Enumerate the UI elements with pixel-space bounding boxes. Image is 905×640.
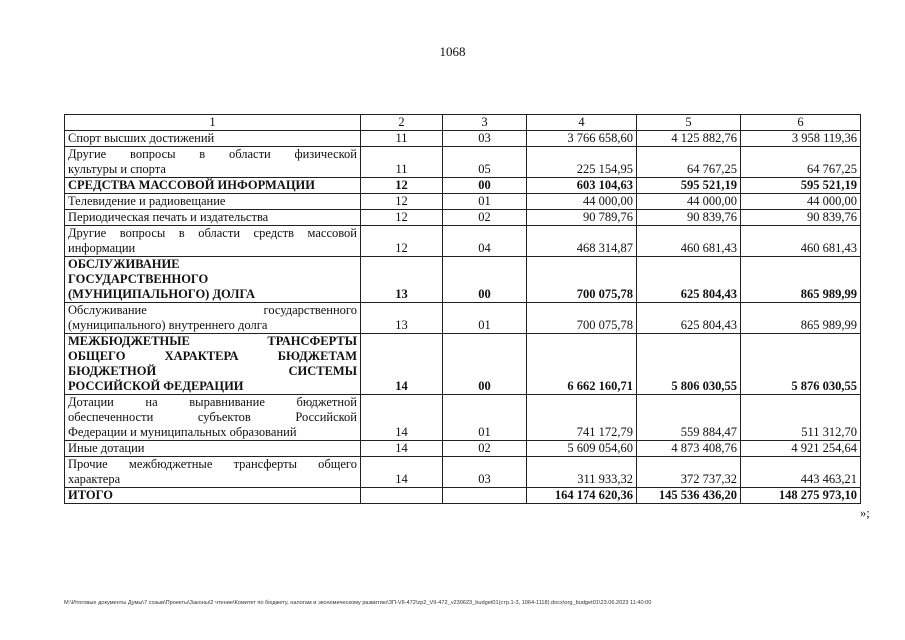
- table-row: [65, 178, 861, 194]
- subsection-code-cell: 02: [443, 210, 527, 226]
- budget-table: [64, 114, 861, 504]
- amount-col6-cell: 4 921 254,64: [741, 441, 861, 457]
- row-name-line: Обслуживание государственного: [68, 303, 357, 317]
- amount-col6-cell: 3 958 119,36: [741, 131, 861, 147]
- section-code-cell: 13: [361, 257, 443, 303]
- header-cell-6: 6: [741, 115, 861, 131]
- section-code-cell: 14: [361, 395, 443, 441]
- row-name-cell: [65, 395, 361, 441]
- amount-col4-cell: 90 789,76: [527, 210, 637, 226]
- row-name-line: Прочие межбюджетные трансферты общего: [68, 457, 357, 471]
- table-row: [65, 226, 861, 257]
- amount-col4-cell: 6 662 160,71: [527, 334, 637, 395]
- row-name-line: СРЕДСТВА МАССОВОЙ ИНФОРМАЦИИ: [68, 178, 316, 192]
- row-name-cell: [65, 303, 361, 334]
- amount-col6-cell: 595 521,19: [741, 178, 861, 194]
- amount-col4-cell: 603 104,63: [527, 178, 637, 194]
- section-code-cell: 13: [361, 303, 443, 334]
- row-name-line: Спорт высших достижений: [68, 131, 215, 145]
- row-name-cell: [65, 257, 361, 303]
- section-code-cell: [361, 488, 443, 504]
- amount-col4-cell: 468 314,87: [527, 226, 637, 257]
- row-name-cell: [65, 194, 361, 210]
- subsection-code-cell: 00: [443, 257, 527, 303]
- table-row: [65, 147, 861, 178]
- row-name-line: информации: [68, 241, 136, 255]
- table-row: [65, 257, 861, 303]
- subsection-code-cell: 01: [443, 303, 527, 334]
- amount-col6-cell: 5 876 030,55: [741, 334, 861, 395]
- row-name-cell: [65, 457, 361, 488]
- row-name-cell: [65, 210, 361, 226]
- row-name-line: (муниципального) внутреннего долга: [68, 318, 268, 332]
- row-name-line: Другие вопросы в области средств массовой: [68, 226, 357, 240]
- section-code-cell: 12: [361, 210, 443, 226]
- amount-col4-cell: 164 174 620,36: [527, 488, 637, 504]
- row-name-cell: [65, 147, 361, 178]
- amount-col6-cell: 44 000,00: [741, 194, 861, 210]
- row-name-line: ОБЩЕГО ХАРАКТЕРА БЮДЖЕТАМ: [68, 349, 357, 363]
- amount-col5-cell: 5 806 030,55: [637, 334, 741, 395]
- row-name-cell: [65, 334, 361, 395]
- subsection-code-cell: 03: [443, 457, 527, 488]
- amount-col6-cell: 90 839,76: [741, 210, 861, 226]
- subsection-code-cell: 01: [443, 395, 527, 441]
- table-row: [65, 488, 861, 504]
- subsection-code-cell: 04: [443, 226, 527, 257]
- amount-col5-cell: 44 000,00: [637, 194, 741, 210]
- header-cell-5: 5: [637, 115, 741, 131]
- row-name-cell: [65, 441, 361, 457]
- amount-col6-cell: 865 989,99: [741, 303, 861, 334]
- amount-col4-cell: 311 933,32: [527, 457, 637, 488]
- subsection-code-cell: 02: [443, 441, 527, 457]
- row-name-line: МЕЖБЮДЖЕТНЫЕ ТРАНСФЕРТЫ: [68, 334, 357, 348]
- subsection-code-cell: 00: [443, 334, 527, 395]
- section-code-cell: 11: [361, 131, 443, 147]
- row-name-line: БЮДЖЕТНОЙ СИСТЕМЫ: [68, 364, 357, 378]
- amount-col5-cell: 4 873 408,76: [637, 441, 741, 457]
- header-cell-4: 4: [527, 115, 637, 131]
- amount-col4-cell: 741 172,79: [527, 395, 637, 441]
- row-name-line: ИТОГО: [68, 488, 113, 502]
- amount-col4-cell: 44 000,00: [527, 194, 637, 210]
- row-name-cell: [65, 226, 361, 257]
- row-name-line: ГОСУДАРСТВЕННОГО: [68, 272, 209, 286]
- amount-col4-cell: 3 766 658,60: [527, 131, 637, 147]
- amount-col5-cell: 595 521,19: [637, 178, 741, 194]
- row-name-cell: [65, 488, 361, 504]
- header-cell-3: 3: [443, 115, 527, 131]
- amount-col6-cell: 64 767,25: [741, 147, 861, 178]
- amount-col6-cell: 460 681,43: [741, 226, 861, 257]
- section-code-cell: 14: [361, 441, 443, 457]
- amount-col5-cell: 625 804,43: [637, 303, 741, 334]
- row-name-line: обеспеченности субъектов Российской: [68, 410, 357, 424]
- table-row: [65, 131, 861, 147]
- row-name-line: Федерации и муниципальных образований: [68, 425, 297, 439]
- row-name-line: Другие вопросы в области физической: [68, 147, 357, 161]
- row-name-line: РОССИЙСКОЙ ФЕДЕРАЦИИ: [68, 379, 244, 393]
- subsection-code-cell: 05: [443, 147, 527, 178]
- page-number: 1068: [439, 44, 466, 59]
- table-header-row: [65, 115, 861, 131]
- amount-col6-cell: 511 312,70: [741, 395, 861, 441]
- amount-col6-cell: 443 463,21: [741, 457, 861, 488]
- table-row: [65, 457, 861, 488]
- subsection-code-cell: [443, 488, 527, 504]
- row-name-line: Периодическая печать и издательства: [68, 210, 269, 224]
- table-row: [65, 334, 861, 395]
- section-code-cell: 14: [361, 457, 443, 488]
- row-name-line: Телевидение и радиовещание: [68, 194, 226, 208]
- row-name-line: (МУНИЦИПАЛЬНОГО) ДОЛГА: [68, 287, 256, 301]
- amount-col5-cell: 90 839,76: [637, 210, 741, 226]
- amount-col4-cell: 700 075,78: [527, 257, 637, 303]
- table-row: [65, 210, 861, 226]
- section-code-cell: 12: [361, 178, 443, 194]
- table-row: [65, 194, 861, 210]
- amount-col5-cell: 559 884,47: [637, 395, 741, 441]
- table-row: [65, 441, 861, 457]
- closing-quote-mark: »;: [860, 506, 870, 520]
- section-code-cell: 12: [361, 226, 443, 257]
- amount-col5-cell: 64 767,25: [637, 147, 741, 178]
- row-name-line: ОБСЛУЖИВАНИЕ: [68, 257, 180, 271]
- subsection-code-cell: 01: [443, 194, 527, 210]
- header-cell-1: 1: [65, 115, 361, 131]
- section-code-cell: 11: [361, 147, 443, 178]
- row-name-cell: [65, 178, 361, 194]
- amount-col4-cell: 225 154,95: [527, 147, 637, 178]
- table-row: [65, 303, 861, 334]
- amount-col5-cell: 625 804,43: [637, 257, 741, 303]
- footer-file-path: M:\Итоговые документы Думы\7 созыв\Проекты\Законы\2 чтение\Комитет по бюджету, налогам и экономическому развитию\ЗП-VII-472\zp2_VII-472_v230623_budget01(стр.1-3, 1064-1118).docx\org_budget01\23.06.2023 11:40:00: [64, 600, 652, 606]
- row-name-line: Иные дотации: [68, 441, 145, 455]
- amount-col4-cell: 700 075,78: [527, 303, 637, 334]
- subsection-code-cell: 03: [443, 131, 527, 147]
- row-name-line: культуры и спорта: [68, 162, 166, 176]
- section-code-cell: 12: [361, 194, 443, 210]
- row-name-line: характера: [68, 472, 121, 486]
- row-name-cell: [65, 131, 361, 147]
- amount-col4-cell: 5 609 054,60: [527, 441, 637, 457]
- amount-col5-cell: 145 536 436,20: [637, 488, 741, 504]
- amount-col5-cell: 372 737,32: [637, 457, 741, 488]
- subsection-code-cell: 00: [443, 178, 527, 194]
- amount-col6-cell: 148 275 973,10: [741, 488, 861, 504]
- table-row: [65, 395, 861, 441]
- amount-col5-cell: 4 125 882,76: [637, 131, 741, 147]
- row-name-line: Дотации на выравнивание бюджетной: [68, 395, 357, 409]
- header-cell-2: 2: [361, 115, 443, 131]
- amount-col5-cell: 460 681,43: [637, 226, 741, 257]
- amount-col6-cell: 865 989,99: [741, 257, 861, 303]
- section-code-cell: 14: [361, 334, 443, 395]
